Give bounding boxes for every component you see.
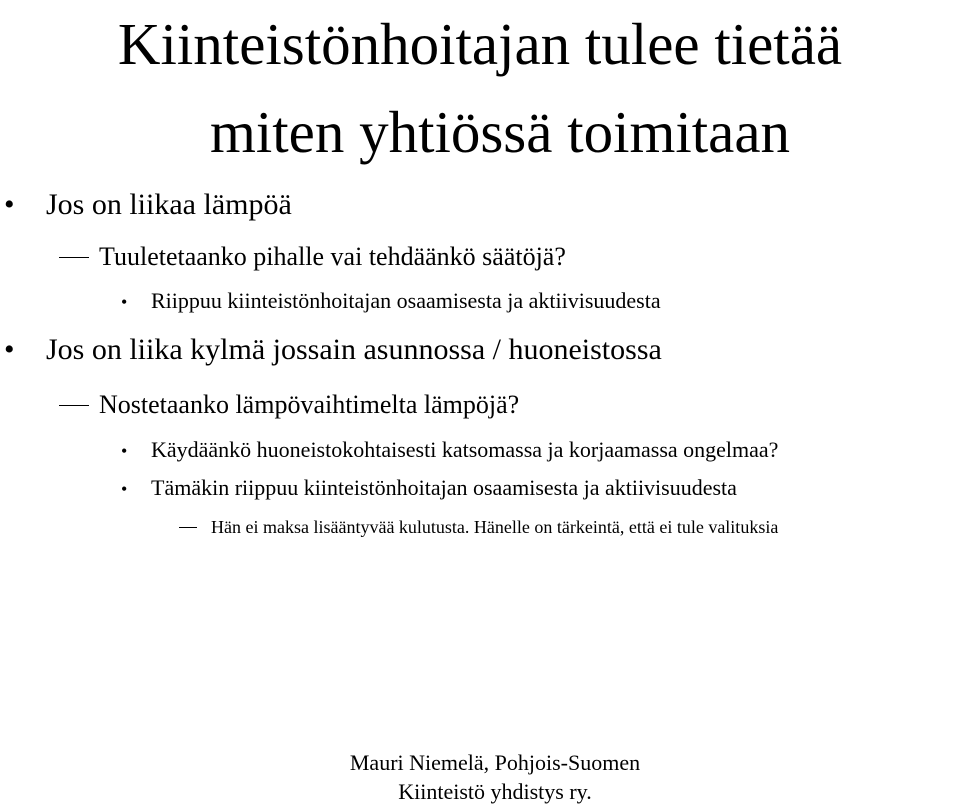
bullet-text: Käydäänkö huoneistokohtaisesti katsomassa ja korjaamassa ongelmaa? <box>151 437 779 462</box>
bullet-marker: • <box>121 479 128 499</box>
bullet-marker: • <box>121 441 128 461</box>
bullet-item-level-3 <box>121 288 661 314</box>
bullet-text: Tämäkin riippuu kiinteistönhoitajan osaamisesta ja aktiivisuudesta <box>151 475 737 500</box>
bullet-marker: • <box>121 292 128 312</box>
dash-marker <box>59 257 89 258</box>
footer-author-line: Mauri Niemelä, Pohjois-Suomen <box>349 750 641 775</box>
slide-title-line-1: Kiinteistönhoitajan tulee tietää <box>117 11 843 77</box>
bullet-item-level-1 <box>4 333 662 367</box>
bullet-marker: • <box>4 333 15 366</box>
bullet-item-level-1 <box>4 188 292 222</box>
dash-text: Tuuletetaanko pihalle vai tehdäänkö säätöjä? <box>99 242 566 271</box>
bullet-text: Riippuu kiinteistönhoitajan osaamisesta ja aktiivisuudesta <box>151 288 661 313</box>
slide-title-line-2: miten yhtiössä toimitaan <box>209 99 791 165</box>
bullet-text: Jos on liika kylmä jossain asunnossa / huoneistossa <box>46 333 662 366</box>
dash-marker <box>59 405 89 406</box>
bullet-item-level-3 <box>121 475 737 501</box>
dash-item-level-2 <box>59 242 566 272</box>
footer-organization-line: Kiinteistö yhdistys ry. <box>398 779 592 804</box>
slide-title <box>0 0 960 176</box>
bullet-marker: • <box>4 188 15 221</box>
bullet-item-level-3 <box>121 437 778 463</box>
dash-marker <box>179 527 197 528</box>
dash-item-level-2 <box>59 390 519 420</box>
dash-text: Nostetaanko lämpövaihtimelta lämpöjä? <box>99 390 520 419</box>
dash-text: Hän ei maksa lisääntyvää kulutusta. Hänelle on tärkeintä, että ei tule valituksia <box>211 517 779 537</box>
bullet-text: Jos on liikaa lämpöä <box>46 188 292 221</box>
dash-item-level-4 <box>179 517 778 538</box>
slide-footer <box>320 748 670 806</box>
